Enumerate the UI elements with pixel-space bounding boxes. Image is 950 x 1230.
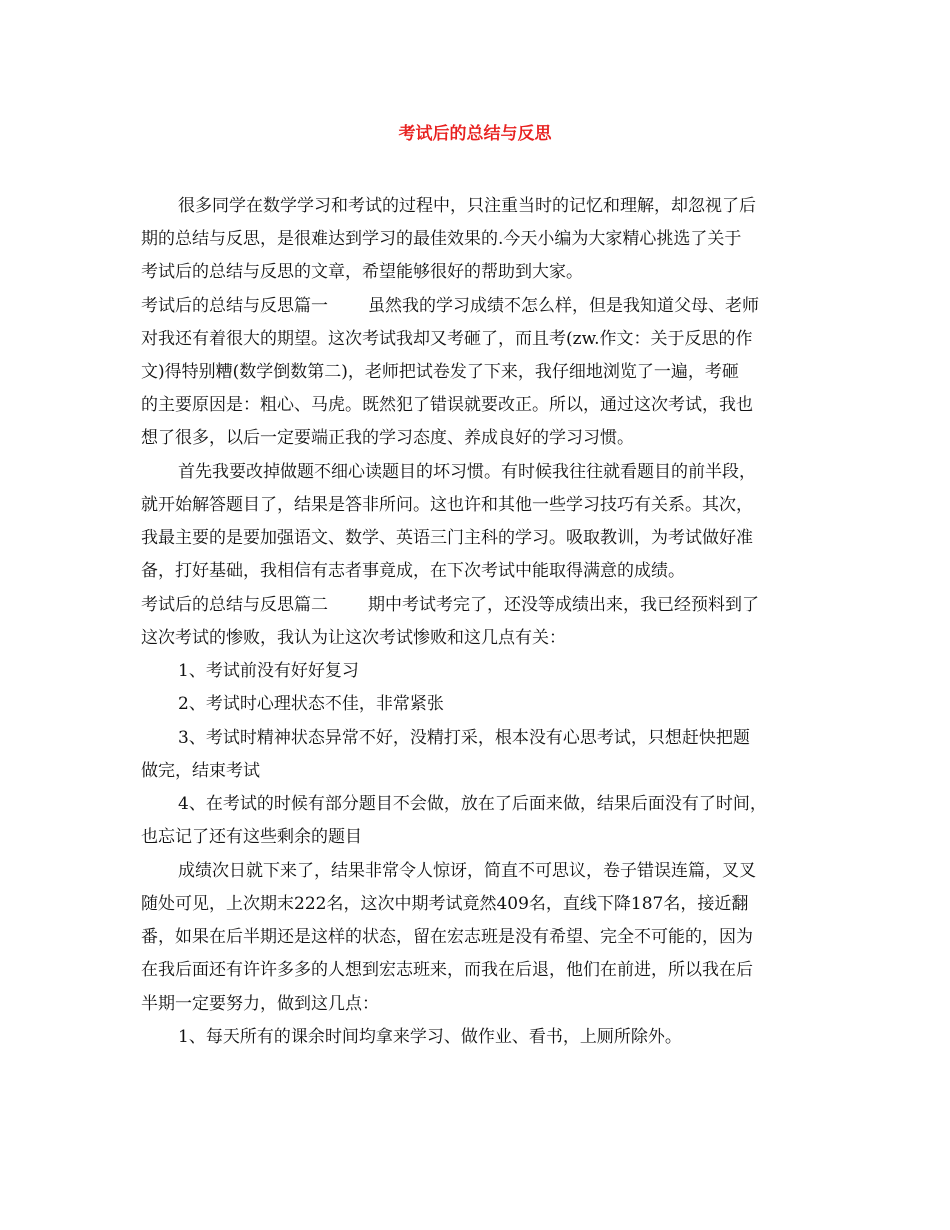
paragraph-line: 备，打好基础，我相信有志者事竟成，在下次考试中能取得满意的成绩。 xyxy=(141,561,685,581)
document-title: 考试后的总结与反思 xyxy=(398,124,552,144)
paragraph-line: 在我后面还有许许多多的人想到宏志班来，而我在后退，他们在前进，所以我在后 xyxy=(141,960,753,980)
paragraph-line: 的主要原因是：粗心、马虎。既然犯了错误就要改正。所以，通过这次考试，我也 xyxy=(141,395,753,415)
section-heading-line xyxy=(141,292,759,320)
section-heading-line xyxy=(141,591,759,619)
paragraph-line: 半期一定要努力，做到这几点： xyxy=(141,994,379,1014)
paragraph-line: 成绩次日就下来了，结果非常令人惊讶，简直不可思议，卷子错误连篇，叉叉 xyxy=(178,861,756,881)
paragraph-line: 就开始解答题目了，结果是答非所问。这也许和其他一些学习技巧有关系。其次， xyxy=(141,495,753,515)
paragraph-text: 虽然我的学习成绩不怎么样，但是我知道父母、老师 xyxy=(368,296,759,316)
paragraph-line: 番，如果在后半期还是这样的状态，留在宏志班是没有希望、完全不可能的，因为 xyxy=(141,927,753,947)
list-item: 3、考试时精神状态异常不好，没精打采，根本没有心思考试，只想赶快把题 xyxy=(178,728,750,748)
paragraph-line: 很多同学在数学学习和考试的过程中，只注重当时的记忆和理解，却忽视了后 xyxy=(178,196,756,216)
paragraph-line: 随处可见，上次期末222名，这次中期考试竟然409名，直线下降187名，接近翻 xyxy=(141,894,749,914)
paragraph-line: 文)得特别糟(数学倒数第二)，老师把试卷发了下来，我仔细地浏览了一遍，考砸 xyxy=(141,362,739,382)
paragraph-line: 想了很多，以后一定要端正我的学习态度、养成良好的学习习惯。 xyxy=(141,428,634,448)
paragraph-line: 对我还有着很大的期望。这次考试我却又考砸了，而且考(zw.作文：关于反思的作 xyxy=(141,329,753,349)
paragraph-line: 首先我要改掉做题不细心读题目的坏习惯。有时候我往往就看题目的前半段， xyxy=(178,462,756,482)
paragraph-line: 这次考试的惨败，我认为让这次考试惨败和这几点有关： xyxy=(141,628,566,648)
paragraph-line: 期的总结与反思，是很难达到学习的最佳效果的.今天小编为大家精心挑选了关于 xyxy=(141,229,742,249)
list-item-continuation: 做完，结束考试 xyxy=(141,761,260,781)
list-item: 2、考试时心理状态不佳，非常紧张 xyxy=(178,694,444,714)
list-item: 1、每天所有的课余时间均拿来学习、做作业、看书，上厕所除外。 xyxy=(178,1027,682,1047)
list-item: 1、考试前没有好好复习 xyxy=(178,661,359,681)
paragraph-line: 我最主要的是要加强语文、数学、英语三门主科的学习。吸取教训，为考试做好准 xyxy=(141,528,753,548)
paragraph-text: 期中考试考完了，还没等成绩出来，我已经预料到了 xyxy=(368,595,759,615)
list-item-continuation: 也忘记了还有这些剩余的题目 xyxy=(141,827,362,847)
section-heading: 考试后的总结与反思篇一 xyxy=(141,296,328,316)
section-heading: 考试后的总结与反思篇二 xyxy=(141,595,328,615)
list-item: 4、在考试的时候有部分题目不会做，放在了后面来做，结果后面没有了时间， xyxy=(178,794,767,814)
paragraph-line: 考试后的总结与反思的文章，希望能够很好的帮助到大家。 xyxy=(141,262,583,282)
